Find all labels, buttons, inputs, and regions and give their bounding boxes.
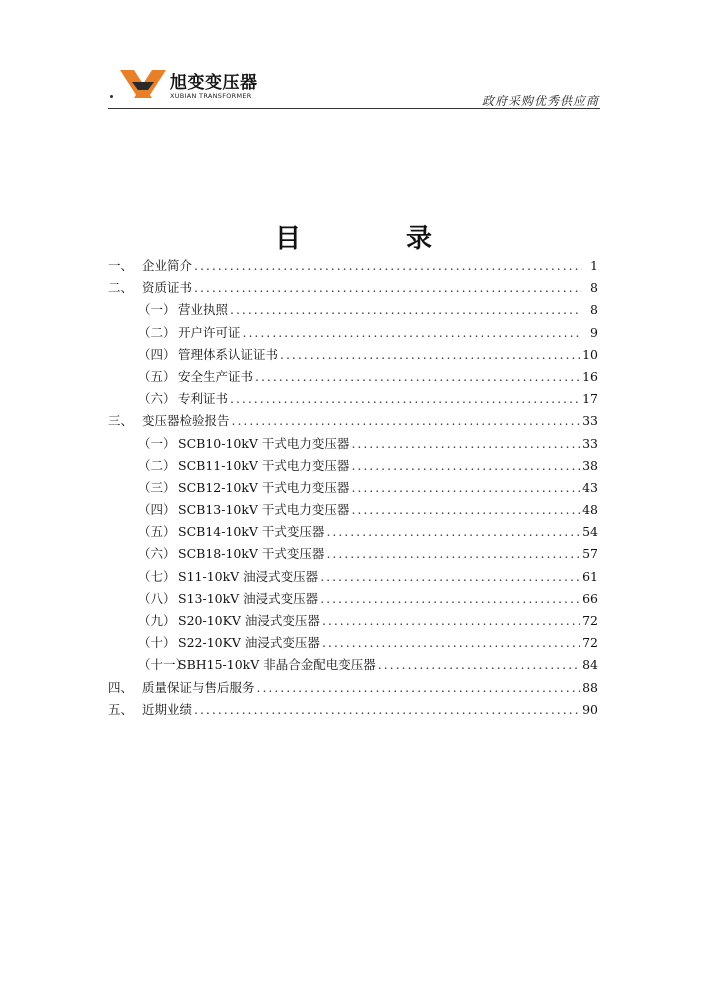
toc-section-row[interactable]: [108, 678, 600, 700]
toc-subsection-row[interactable]: [108, 611, 600, 633]
xubian-x-logo-icon: [118, 68, 168, 100]
toc-entry-label: 近期业绩: [142, 701, 193, 717]
toc-subsection-number: （二）: [138, 457, 176, 473]
toc-page-number: 8: [590, 280, 598, 296]
toc-page-number: 43: [582, 479, 598, 495]
toc-subsection-number: （七）: [138, 568, 176, 584]
toc-subsection-row[interactable]: [108, 500, 600, 522]
brand-english-name: XUBIAN TRANSFORMER: [170, 92, 252, 100]
toc-subsection-row[interactable]: [108, 633, 600, 655]
page-header: [0, 0, 707, 110]
toc-entry-label: 管理体系认证证书: [178, 346, 279, 362]
toc-dot-leader: [326, 524, 580, 539]
toc-entry-label: 安全生产证书: [178, 368, 254, 384]
toc-section-number: 四、: [108, 679, 134, 695]
toc-subsection-number: （五）: [138, 368, 176, 384]
toc-subsection-row[interactable]: [108, 522, 600, 544]
toc-page-number: 48: [582, 502, 598, 518]
toc-dot-leader: [351, 436, 580, 451]
toc-section-number: 二、: [108, 280, 134, 296]
toc-dot-leader: [194, 280, 582, 295]
toc-subsection-number: （三）: [138, 479, 176, 495]
toc-subsection-row[interactable]: [108, 389, 600, 411]
toc-subsection-number: （一）: [138, 435, 176, 451]
toc-page-number: 61: [582, 568, 598, 584]
toc-dot-leader: [351, 502, 580, 517]
toc-page-number: 8: [590, 302, 598, 318]
toc-dot-leader: [230, 302, 582, 317]
toc-dot-leader: [232, 413, 581, 428]
toc-dot-leader: [255, 369, 580, 384]
toc-page-number: 66: [582, 590, 598, 606]
toc-dot-leader: [194, 702, 580, 717]
toc-subsection-row[interactable]: [108, 655, 600, 677]
toc-subsection-number: （五）: [138, 524, 176, 540]
toc-entry-label: 质量保证与售后服务: [142, 679, 255, 695]
toc-dot-leader: [243, 325, 582, 340]
toc-subsection-number: （十）: [138, 635, 176, 651]
toc-section-number: 一、: [108, 258, 134, 273]
toc-title: 目 录: [274, 224, 481, 254]
header-divider: [108, 108, 600, 109]
toc-entry-label: 企业简介: [142, 258, 193, 273]
toc-dot-leader: [378, 657, 580, 672]
toc-dot-leader: [320, 569, 580, 584]
toc-page-number: 33: [582, 413, 598, 429]
toc-subsection-row[interactable]: [108, 323, 600, 345]
toc-subsection-row[interactable]: [108, 367, 600, 389]
toc-subsection-row[interactable]: [108, 300, 600, 322]
toc-page-number: 72: [582, 635, 598, 651]
table-of-contents: [108, 256, 600, 722]
header-tagline: 政府采购优秀供应商: [481, 94, 599, 108]
toc-subsection-row[interactable]: [108, 589, 600, 611]
toc-page-number: 10: [582, 346, 598, 362]
toc-dot-leader: [257, 680, 581, 695]
toc-subsection-number: （六）: [138, 391, 176, 407]
toc-page-number: 88: [582, 679, 598, 695]
toc-subsection-number: （九）: [138, 613, 176, 628]
toc-page-number: 57: [582, 546, 598, 562]
toc-subsection-number: （八）: [138, 590, 176, 606]
toc-subsection-number: （四）: [138, 502, 176, 518]
toc-section-row[interactable]: [108, 256, 600, 278]
toc-subsection-row[interactable]: [108, 478, 600, 500]
toc-section-row[interactable]: [108, 278, 600, 300]
toc-subsection-row[interactable]: [108, 456, 600, 478]
toc-section-row[interactable]: [108, 700, 600, 722]
toc-page-number: 1: [590, 258, 598, 273]
toc-subsection-number: （二）: [138, 324, 176, 340]
toc-page-number: 9: [590, 324, 598, 340]
toc-entry-label: SCB13-10kV 干式电力变压器: [178, 502, 350, 518]
toc-section-number: 三、: [108, 413, 134, 429]
toc-page-number: 54: [582, 524, 598, 540]
toc-entry-label: S20-10KV 油浸式变压器: [178, 613, 320, 628]
toc-entry-label: SCB18-10kV 干式变压器: [178, 546, 325, 562]
toc-dot-leader: [326, 546, 580, 561]
toc-entry-label: SCB12-10kV 干式电力变压器: [178, 479, 350, 495]
toc-entry-label: SCB10-10kV 干式电力变压器: [178, 435, 350, 451]
toc-entry-label: SCB14-10kV 干式变压器: [178, 524, 325, 540]
header-dot: [110, 95, 113, 98]
toc-dot-leader: [194, 258, 582, 273]
toc-subsection-row[interactable]: [108, 345, 600, 367]
toc-dot-leader: [351, 480, 580, 495]
toc-subsection-row[interactable]: [108, 434, 600, 456]
toc-entry-label: 开户许可证: [178, 324, 241, 340]
brand-name: 旭变变压器: [170, 73, 258, 93]
toc-entry-label: 营业执照: [178, 302, 229, 318]
toc-subsection-number: （十一）: [138, 657, 189, 673]
toc-dot-leader: [320, 591, 580, 606]
toc-subsection-number: （四）: [138, 346, 176, 362]
toc-entry-label: 专利证书: [178, 391, 229, 407]
toc-subsection-number: （一）: [138, 302, 176, 318]
toc-page-number: 84: [582, 657, 598, 673]
toc-subsection-row[interactable]: [108, 567, 600, 589]
toc-entry-label: S22-10KV 油浸式变压器: [178, 635, 320, 651]
toc-page-number: 17: [582, 391, 598, 407]
toc-dot-leader: [322, 613, 580, 628]
toc-subsection-number: （六）: [138, 546, 176, 562]
toc-dot-leader: [351, 458, 580, 473]
toc-entry-label: 资质证书: [142, 280, 193, 296]
toc-section-number: 五、: [108, 701, 134, 717]
toc-page-number: 33: [582, 435, 598, 451]
toc-page-number: 72: [582, 613, 598, 628]
toc-entry-label: 变压器检验报告: [142, 413, 230, 429]
toc-entry-label: SBH15-10kV 非晶合金配电变压器: [178, 657, 376, 673]
toc-page-number: 90: [582, 701, 598, 717]
toc-entry-label: S13-10kV 油浸式变压器: [178, 590, 319, 606]
toc-entry-label: SCB11-10kV 干式电力变压器: [178, 457, 350, 473]
toc-dot-leader: [322, 635, 580, 650]
toc-section-row[interactable]: [108, 411, 600, 433]
toc-entry-label: S11-10kV 油浸式变压器: [178, 568, 319, 584]
toc-subsection-row[interactable]: [108, 544, 600, 566]
toc-page-number: 38: [582, 457, 598, 473]
toc-dot-leader: [230, 391, 580, 406]
toc-page-number: 16: [582, 368, 598, 384]
toc-dot-leader: [280, 347, 580, 362]
